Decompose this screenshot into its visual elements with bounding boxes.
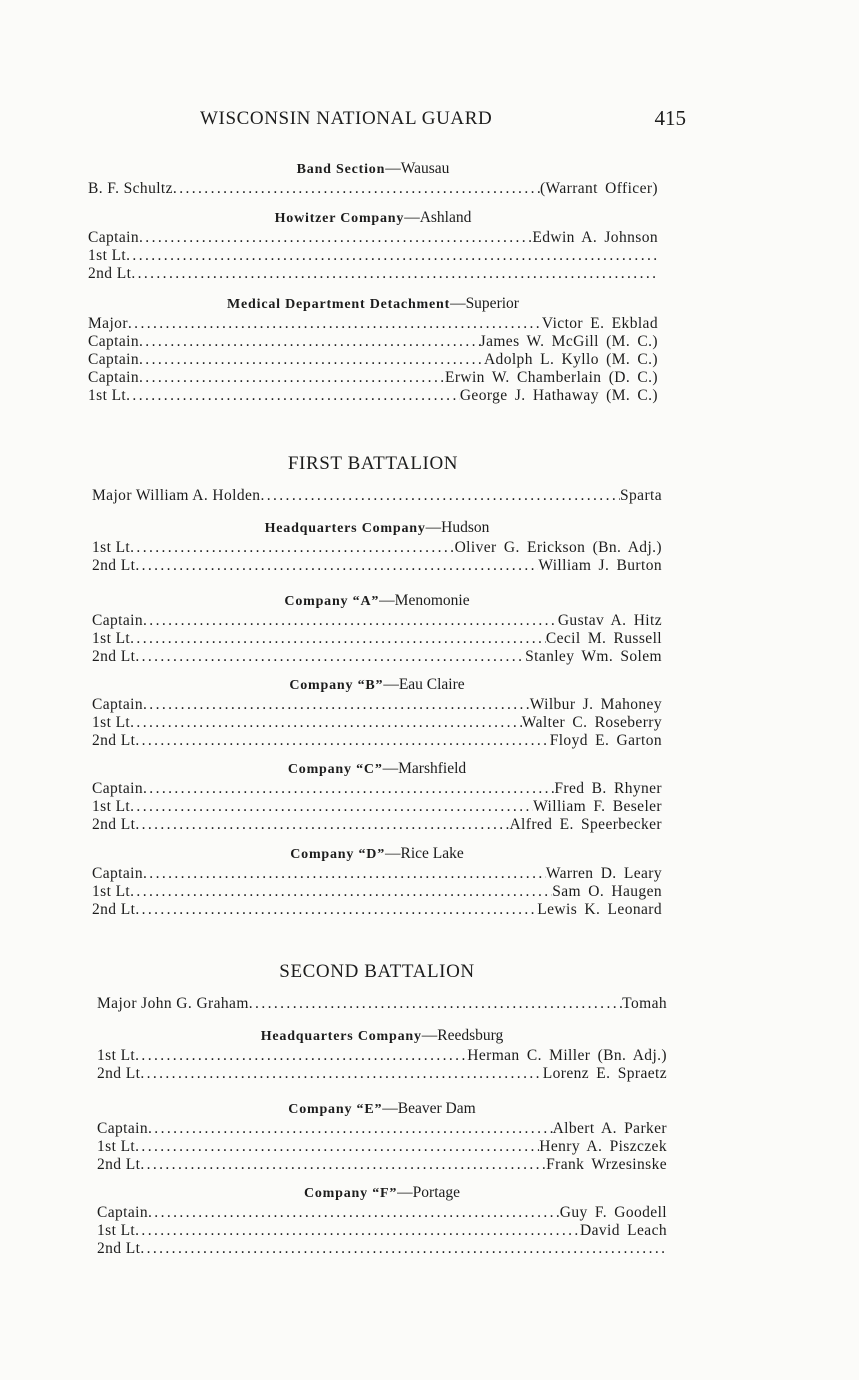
rank-label: 1st Lt (92, 883, 131, 900)
roster-row (97, 1204, 667, 1222)
rank-label: Captain (88, 369, 140, 386)
unit-name: Headquarters Company (260, 1029, 422, 1044)
dot-leader (135, 1138, 539, 1156)
officer-name: Herman C. Miller (Bn. Adj.) (467, 1047, 667, 1064)
rank-label: B. F. Schultz (88, 180, 173, 197)
unit-heading (92, 845, 662, 864)
rank-label: 2nd Lt (92, 816, 136, 833)
roster-row (92, 630, 662, 648)
rank-label: Captain (92, 780, 144, 797)
rank-label: Major (88, 315, 128, 332)
officer-name: Adolph L. Kyllo (M. C.) (483, 351, 658, 368)
dot-leader (130, 714, 522, 732)
dot-leader (173, 180, 540, 198)
officer-name: Gustav A. Hitz (557, 612, 662, 629)
unit-location: —Portage (397, 1184, 461, 1201)
unit-heading (97, 1027, 667, 1046)
rank-label: Captain (88, 333, 140, 350)
dot-leader (260, 487, 620, 505)
dot-leader (135, 816, 509, 834)
officer-name: Lorenz E. Spraetz (542, 1065, 667, 1082)
roster-row (88, 229, 658, 247)
roster-row (92, 732, 662, 750)
page-number: 415 (654, 106, 686, 130)
rank-label: 1st Lt (97, 1138, 136, 1155)
unit-name: Company “C” (287, 762, 383, 777)
unit-name: Company “A” (284, 594, 380, 609)
dot-leader (140, 1240, 667, 1258)
unit-location: —Eau Claire (383, 676, 465, 693)
unit-heading (92, 760, 662, 779)
dot-leader (135, 1222, 580, 1240)
rank-label: 1st Lt (92, 714, 131, 731)
unit-location: —Wausau (385, 160, 450, 177)
rank-label: 2nd Lt (97, 1065, 141, 1082)
unit-location: —Hudson (425, 519, 490, 536)
roster-row (88, 180, 658, 198)
unit-name: Company “E” (288, 1102, 383, 1117)
officer-name: James W. McGill (M. C.) (479, 333, 658, 350)
officer-name: (Warrant Officer) (540, 180, 658, 197)
roster-row (97, 1240, 667, 1258)
unit-section (88, 160, 658, 198)
rank-label: Captain (88, 351, 140, 368)
roster-row (92, 780, 662, 798)
unit-section (92, 845, 662, 919)
unit-heading (88, 209, 658, 228)
roster-row (92, 714, 662, 732)
unit-heading (92, 519, 662, 538)
unit-section (92, 592, 662, 666)
dot-leader (130, 798, 533, 816)
dot-leader (143, 865, 546, 883)
roster-row (88, 333, 658, 351)
unit-location: —Reedsburg (421, 1027, 504, 1044)
rank-label: 2nd Lt (92, 557, 136, 574)
officer-name: Frank Wrzesinske (546, 1156, 667, 1173)
unit-section (88, 295, 658, 405)
roster-row (88, 247, 658, 265)
officer-name: David Leach (579, 1222, 667, 1239)
unit-location: —Rice Lake (385, 845, 464, 862)
officer-name: Tomah (622, 995, 667, 1012)
roster-row (88, 351, 658, 369)
dot-leader (130, 883, 552, 901)
dot-leader (140, 1156, 546, 1174)
rank-label: 2nd Lt (97, 1156, 141, 1173)
unit-section (97, 995, 667, 1013)
rank-label: Major William A. Holden (92, 487, 261, 504)
roster-row (92, 612, 662, 630)
officer-name: William F. Beseler (533, 798, 662, 815)
dot-leader (148, 1120, 553, 1138)
rank-label: 1st Lt (97, 1222, 136, 1239)
dot-leader (143, 780, 554, 798)
rank-label: 2nd Lt (97, 1240, 141, 1257)
dot-leader (135, 557, 538, 575)
roster-row (92, 883, 662, 901)
unit-section (92, 760, 662, 834)
unit-name: Band Section (296, 162, 386, 177)
officer-name: Oliver G. Erickson (Bn. Adj.) (454, 539, 662, 556)
dot-leader (135, 1047, 467, 1065)
unit-location: —Ashland (404, 209, 472, 226)
roster-row (97, 1065, 667, 1083)
roster-row (92, 648, 662, 666)
dot-leader (135, 648, 525, 666)
dot-leader (126, 247, 658, 265)
battalion-heading: SECOND BATTALION (279, 961, 475, 982)
unit-name: Medical Department Detachment (227, 297, 451, 312)
unit-section (92, 676, 662, 750)
dot-leader (249, 995, 622, 1013)
roster-row (97, 1047, 667, 1065)
dot-leader (131, 265, 658, 283)
unit-heading (97, 1184, 667, 1203)
rank-label: Captain (88, 229, 140, 246)
unit-section (97, 1100, 667, 1174)
officer-name: Henry A. Piszczek (539, 1138, 667, 1155)
dot-leader (139, 351, 484, 369)
unit-name: Company “B” (289, 678, 384, 693)
rank-label: 1st Lt (92, 630, 131, 647)
rank-label: Captain (92, 612, 144, 629)
rank-label: 1st Lt (97, 1047, 136, 1064)
officer-name: Albert A. Parker (552, 1120, 667, 1137)
officer-name: Warren D. Leary (545, 865, 662, 882)
dot-leader (128, 315, 542, 333)
roster-row (88, 315, 658, 333)
rank-label: 1st Lt (92, 798, 131, 815)
unit-section (97, 1184, 667, 1258)
battalion-heading: FIRST BATTALION (287, 453, 459, 474)
roster-row (97, 995, 667, 1013)
running-title: WISCONSIN NATIONAL GUARD (200, 108, 493, 129)
dot-leader (130, 539, 454, 557)
roster-row (92, 696, 662, 714)
dot-leader (143, 696, 530, 714)
roster-row (92, 539, 662, 557)
roster-row (97, 1156, 667, 1174)
officer-name: Cecil M. Russell (545, 630, 662, 647)
rank-label: Captain (97, 1204, 149, 1221)
dot-leader (143, 612, 558, 630)
rank-label: 2nd Lt (92, 901, 136, 918)
rank-label: Captain (92, 696, 144, 713)
rank-label: 2nd Lt (92, 732, 136, 749)
roster-row (92, 798, 662, 816)
running-head (200, 108, 686, 138)
officer-name: Sam O. Haugen (552, 883, 662, 900)
roster-row (92, 901, 662, 919)
rank-label: 1st Lt (88, 247, 127, 264)
unit-location: —Marshfield (382, 760, 467, 777)
roster-row (92, 816, 662, 834)
dot-leader (130, 630, 546, 648)
unit-name: Company “F” (303, 1186, 398, 1201)
officer-name: Lewis K. Leonard (537, 901, 662, 918)
roster-row (88, 369, 658, 387)
unit-name: Company “D” (290, 847, 385, 862)
rank-label: Captain (92, 865, 144, 882)
rank-label: 2nd Lt (92, 648, 136, 665)
dot-leader (148, 1204, 560, 1222)
dot-leader (139, 333, 480, 351)
officer-name: Walter C. Roseberry (521, 714, 662, 731)
officer-name: Stanley Wm. Solem (525, 648, 662, 665)
unit-name: Howitzer Company (274, 211, 405, 226)
unit-location: —Menomonie (379, 592, 470, 609)
roster-row (97, 1138, 667, 1156)
dot-leader (135, 732, 549, 750)
rank-label: 1st Lt (92, 539, 131, 556)
officer-name: Alfred E. Speerbecker (509, 816, 662, 833)
unit-section (92, 487, 662, 505)
officer-name: George J. Hathaway (M. C.) (459, 387, 658, 404)
officer-name: Fred B. Rhyner (554, 780, 662, 797)
roster-row (88, 265, 658, 283)
officer-name: Erwin W. Chamberlain (D. C.) (444, 369, 658, 386)
unit-heading (92, 592, 662, 611)
dot-leader (139, 369, 445, 387)
officer-name: Sparta (620, 487, 662, 504)
unit-section (88, 209, 658, 283)
roster-row (97, 1120, 667, 1138)
unit-heading (88, 160, 658, 179)
rank-label: 1st Lt (88, 387, 127, 404)
roster-row (92, 487, 662, 505)
unit-heading (92, 676, 662, 695)
officer-name: Edwin A. Johnson (532, 229, 658, 246)
unit-location: —Superior (450, 295, 519, 312)
rank-label: 2nd Lt (88, 265, 132, 282)
officer-name: Wilbur J. Mahoney (529, 696, 662, 713)
roster-row (92, 557, 662, 575)
unit-location: —Beaver Dam (382, 1100, 476, 1117)
dot-leader (126, 387, 460, 405)
officer-name: Victor E. Ekblad (541, 315, 658, 332)
officer-name: Floyd E. Garton (549, 732, 662, 749)
dot-leader (135, 901, 537, 919)
rank-label: Major John G. Graham (97, 995, 249, 1012)
dot-leader (139, 229, 532, 247)
roster-row (92, 865, 662, 883)
unit-section (97, 1027, 667, 1083)
dot-leader (140, 1065, 542, 1083)
unit-section (92, 519, 662, 575)
roster-row (88, 387, 658, 405)
unit-heading (97, 1100, 667, 1119)
officer-name: Guy F. Goodell (559, 1204, 667, 1221)
unit-name: Headquarters Company (264, 521, 426, 536)
officer-name: William J. Burton (538, 557, 662, 574)
unit-heading (88, 295, 658, 314)
roster-row (97, 1222, 667, 1240)
rank-label: Captain (97, 1120, 149, 1137)
